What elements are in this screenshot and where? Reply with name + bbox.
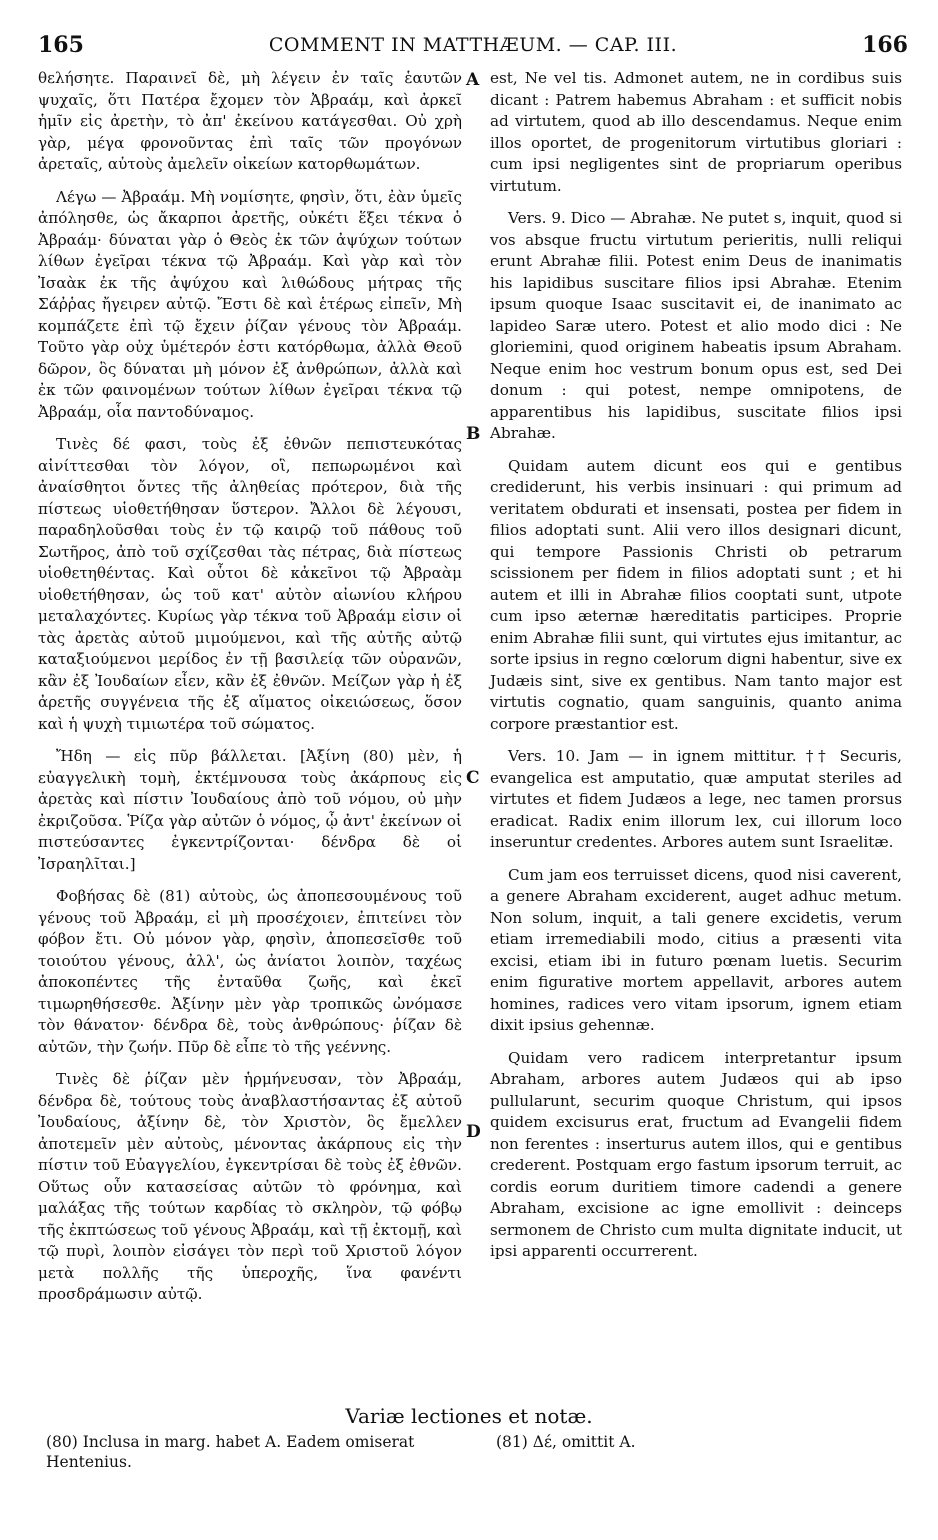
footnote-80: (80) Inclusa in marg. habet A. Eadem omiserat Hentenius. xyxy=(46,1433,415,1471)
page-number-left: 165 xyxy=(38,32,84,58)
latin-paragraph: est, Ne vel tis. Admonet autem, ne in cordibus suis dicant : Patrem habemus Abraham : et sufficit nobis ad virtutem, quod ab illo descendamus. Neque enim illos oportet, de progenitorum virtutibus gloriari : cum ipsi negligentes sint de propriarum operibus virtutum. xyxy=(490,69,902,195)
footnote-81: (81) Δέ, omittit A. xyxy=(496,1433,636,1451)
margin-marker-b: B xyxy=(466,424,481,444)
page-header xyxy=(38,32,908,58)
margin-marker-d: D xyxy=(466,1122,481,1142)
page-number-right: 166 xyxy=(862,32,908,58)
margin-marker-c: C xyxy=(466,768,480,788)
latin-column xyxy=(490,68,902,1274)
latin-paragraph: Quidam autem dicunt eos qui e gentibus crediderunt, his verbis insinuari : qui primum ad veritatem obdurati et insensati, postea per fidem in filios adoptati sunt. Alii vero illos designari dicunt, qui tempore Passionis Christi ob petrarum scissionem per fidem in filios adoptati sunt ; et hi autem et illi in Abrahæ filios cooptati sunt, utpote cum ipso æternæ hæreditatis participes. Proprie enim Abrahæ filii sunt, qui virtutes ejus imitantur, ac sorte ipsius in regno cœlorum digni habentur, sive ex Judæis sint, sive ex gentibus. Nam tanto major est virtutis cognatio, quam sanguinis, quanto anima corpore præstantior est. xyxy=(490,456,902,733)
greek-paragraph: Ἤδη — εἰς πῦρ βάλλεται. [Ἀξίνη (80) μὲν, ἡ εὐαγγελικὴ τομὴ, ἐκτέμνουσα τοὺς ἀκάρπους εἰς ἀρετὰς καὶ πίστιν Ἰουδαίους ἀπὸ τοῦ νόμου, οὐ μὴν ἐκριζοῦσα. Ῥίζα γὰρ αὐτῶν ὁ νόμος, ᾧ ἀντ' ἐκείνων οἱ πιστεύσαντες ἐγκεντρίζονται· δένδρα δὲ οἱ Ἰσραηλῖται.] xyxy=(38,747,462,873)
running-title: COMMENT IN MATTHÆUM. — CAP. III. xyxy=(268,34,678,56)
greek-paragraph: Λέγω — Ἀβραάμ. Μὴ νομίσητε, φησὶν, ὅτι, ἐὰν ὑμεῖς ἀπόλησθε, ὡς ἄκαρποι ἀρετῆς, οὐκέτι ἕξει τέκνα ὁ Ἀβραάμ· δύναται γὰρ ὁ Θεὸς ἐκ τῶν ἀψύχων τούτων λίθων ἐγεῖραι τέκνα τῷ Ἀβραάμ. Καὶ γὰρ καὶ τὸν Ἰσαὰκ ἐκ τῆς ἀψύχου καὶ λιθώδους μήτρας τῆς Σάῤῥας ἤγειρεν αὐτῷ. Ἔστι δὲ καὶ ἑτέρως εἰπεῖν, Μὴ κομπάζετε ἐπὶ τῷ ἔχειν ῥίζαν γένους τὸν Ἀβραάμ. Τοῦτο γὰρ οὐχ ὑμέτερόν ἐστι κατόρθωμα, ἀλλὰ Θεοῦ δῶρον, ὃς δύναται μὴ μόνον ἐξ ἀνθρώπων, ἀλλὰ καὶ ἐκ τῶν φαινομένων τούτων λίθων ἐγεῖραι τέκνα τῷ Ἀβραάμ, οἷα παντοδύναμος. xyxy=(38,187,462,421)
margin-marker-a: A xyxy=(466,70,480,90)
latin-paragraph: Cum jam eos terruisset dicens, quod nisi caverent, a genere Abraham exciderent, auget adhuc metum. Non solum, inquit, a tali genere excidetis, verum etiam irremediabili modo, citius a præsenti vita excisi, etiam ibi in futuro pœnam luetis. Securim enim figurative mortem appellavit, arbores autem homines, radices vero vitam ipsorum, ignem etiam dixit ipsius gehennæ. xyxy=(490,865,902,1034)
latin-paragraph: Vers. 9. Dico — Abrahæ. Ne putet s, inquit, quod si vos absque fructu virtutum perieritis, nulli reliqui erunt Abrahæ filii. Potest enim Deus de inanimatis his lapidibus suscitare filios ipsi Abrahæ. Etenim ipsum quoque Isaac suscitavit ei, de inanimato ac lapideo Saræ utero. Potest et alio modo dici : Ne gloriemini, quod originem habeatis ipsum Abraham. Neque enim hoc vestrum bonum opus est, sed Dei donum : qui potest, nempe omnipotens, de apparentibus his lapidibus, suscitate filios ipsi Abrahæ. xyxy=(490,209,902,442)
latin-paragraph: Vers. 10. Jam — in ignem mittitur. †† Securis, evangelica est amputatio, quæ amputat steriles ad virtutes et fidem Judæos a lege, nec tamen prorsus eradicat. Radix enim illorum lex, cui illorum loco inseruntur credentes. Arbores autem sunt Israelitæ. xyxy=(490,747,902,851)
greek-column xyxy=(38,68,462,1317)
greek-paragraph: Τινὲς δέ φασι, τοὺς ἐξ ἐθνῶν πεπιστευκότας αἰνίττεσθαι τὸν λόγον, οἳ, πεπωρωμένοι καὶ ἀναίσθητοι ὄντες τῆς ἀληθείας πρότερον, διὰ τῆς πίστεως υἱοθετήθησαν ὕστερον. Ἄλλοι δὲ λέγουσι, παραδηλοῦσθαι τοὺς ἐν τῷ καιρῷ τοῦ πάθους τοῦ Σωτῆρος, ἀπὸ τοῦ σχίζεσθαι τὰς πέτρας, διὰ πίστεως υἱοθετηθέντας. Καὶ οὗτοι δὲ κἀκεῖνοι τῷ Ἀβραὰμ υἱοθετήθησαν, ὡς τοῦ κατ' αὐτὸν αἰωνίου κλήρου μεταλαχόντες. Κυρίως γὰρ τέκνα τοῦ Ἀβραάμ εἰσιν οἱ τὰς ἀρετὰς αὐτοῦ μιμούμενοι, καὶ τῆς αὐτῆς αὐτῷ καταξιούμενοι μερίδος ἐν τῇ βασιλείᾳ τῶν οὐρανῶν, κἂν ἐξ Ἰουδαίων εἶεν, κἂν ἐξ ἐθνῶν. Μείζων γὰρ ἡ ἐξ ἀρετῆς συγγένεια τῆς ἐξ αἵματος οἰκειώσεως, ὅσον καὶ ἡ ψυχὴ τιμιωτέρα τοῦ σώματος. xyxy=(38,435,462,733)
greek-paragraph: Φοβήσας δὲ (81) αὐτοὺς, ὡς ἀποπεσουμένους τοῦ γένους τοῦ Ἀβραάμ, εἰ μὴ προσέχοιεν, ἐπιτείνει τὸν φόβον ἔτι. Οὐ μόνον γὰρ, φησὶν, ἀποπεσεῖσθε τοῦ τοιούτου γένους, ἀλλ', ὡς ἀνίατοι λοιπὸν, ταχέως ἀποκοπέντες τῆς ἐνταῦθα ζωῆς, καὶ ἐκεῖ τιμωρηθήσεσθε. Ἀξίνην μὲν γὰρ τροπικῶς ὠνόμασε τὸν θάνατον· δένδρα δὲ, τοὺς ἀνθρώπους· ῥίζαν δὲ αὐτῶν, τὴν ζωήν. Πῦρ δὲ εἶπε τὸ τῆς γεέννης. xyxy=(38,887,462,1056)
latin-paragraph: Quidam vero radicem interpretantur ipsum Abraham, arbores autem Judæos qui ab ipso pullularunt, securim quoque Christum, qui ipsos quidem excisurus erat, fructum ad Evangelii fidem non ferentes : inserturus autem illos, qui e gentibus crederent. Postquam ergo fastum ipsorum terruit, ac cordis eorum duritiem timore cadendi a genere Abraham, excisione ac igne emollivit : deinceps sermonem de Christo cum multa dignitate inducit, ut ipsi apparenti occurrerent. xyxy=(490,1048,902,1260)
notes-title: Variæ lectiones et notæ. xyxy=(345,1404,593,1428)
greek-paragraph: Τινὲς δὲ ῥίζαν μὲν ἡρμήνευσαν, τὸν Ἀβραάμ, δένδρα δὲ, τούτους τοὺς ἀναβλαστήσαντας ἐξ αὐτοῦ Ἰουδαίους, ἀξίνην δὲ, τὸν Χριστὸν, ὃς ἔμελλεν ἀποτεμεῖν μὲν αὐτοὺς, μένοντας ἀκάρπους εἰς τὴν πίστιν τοῦ Εὐαγγελίου, ἐγκεντρίσαι δὲ τοὺς ἐξ ἐθνῶν. Οὕτως οὖν κατασείσας αὐτῶν τὸ φρόνημα, καὶ μαλάξας τῆς τούτων καρδίας τὸ σκληρὸν, τῷ φόβῳ τῆς ἐκπτώσεως τοῦ γένους Ἀβραάμ, καὶ τῇ ἐκτομῇ, καὶ τῷ πυρὶ, λοιπὸν εἰσάγει τὸν περὶ τοῦ Χριστοῦ λόγον μετὰ πολλῆς τῆς ὑπεροχῆς, ἵνα φανέντι προσδράμωσιν αὐτῷ. xyxy=(38,1070,462,1303)
greek-paragraph: θελήσητε. Παραινεῖ δὲ, μὴ λέγειν ἐν ταῖς ἑαυτῶν ψυχαῖς, ὅτι Πατέρα ἔχομεν τὸν Ἀβραάμ, καὶ ἀρκεῖ ἡμῖν εἰς ἀρετὴν, τὸ ἀπ' ἐκείνου κατάγεσθαι. Οὐ χρὴ γὰρ, μέγα φρονοῦντας ἐπὶ ταῖς τῶν προγόνων ἀρεταῖς, αὐτοὺς ἀμελεῖν οἰκείων κατορθωμάτων. xyxy=(38,69,462,173)
